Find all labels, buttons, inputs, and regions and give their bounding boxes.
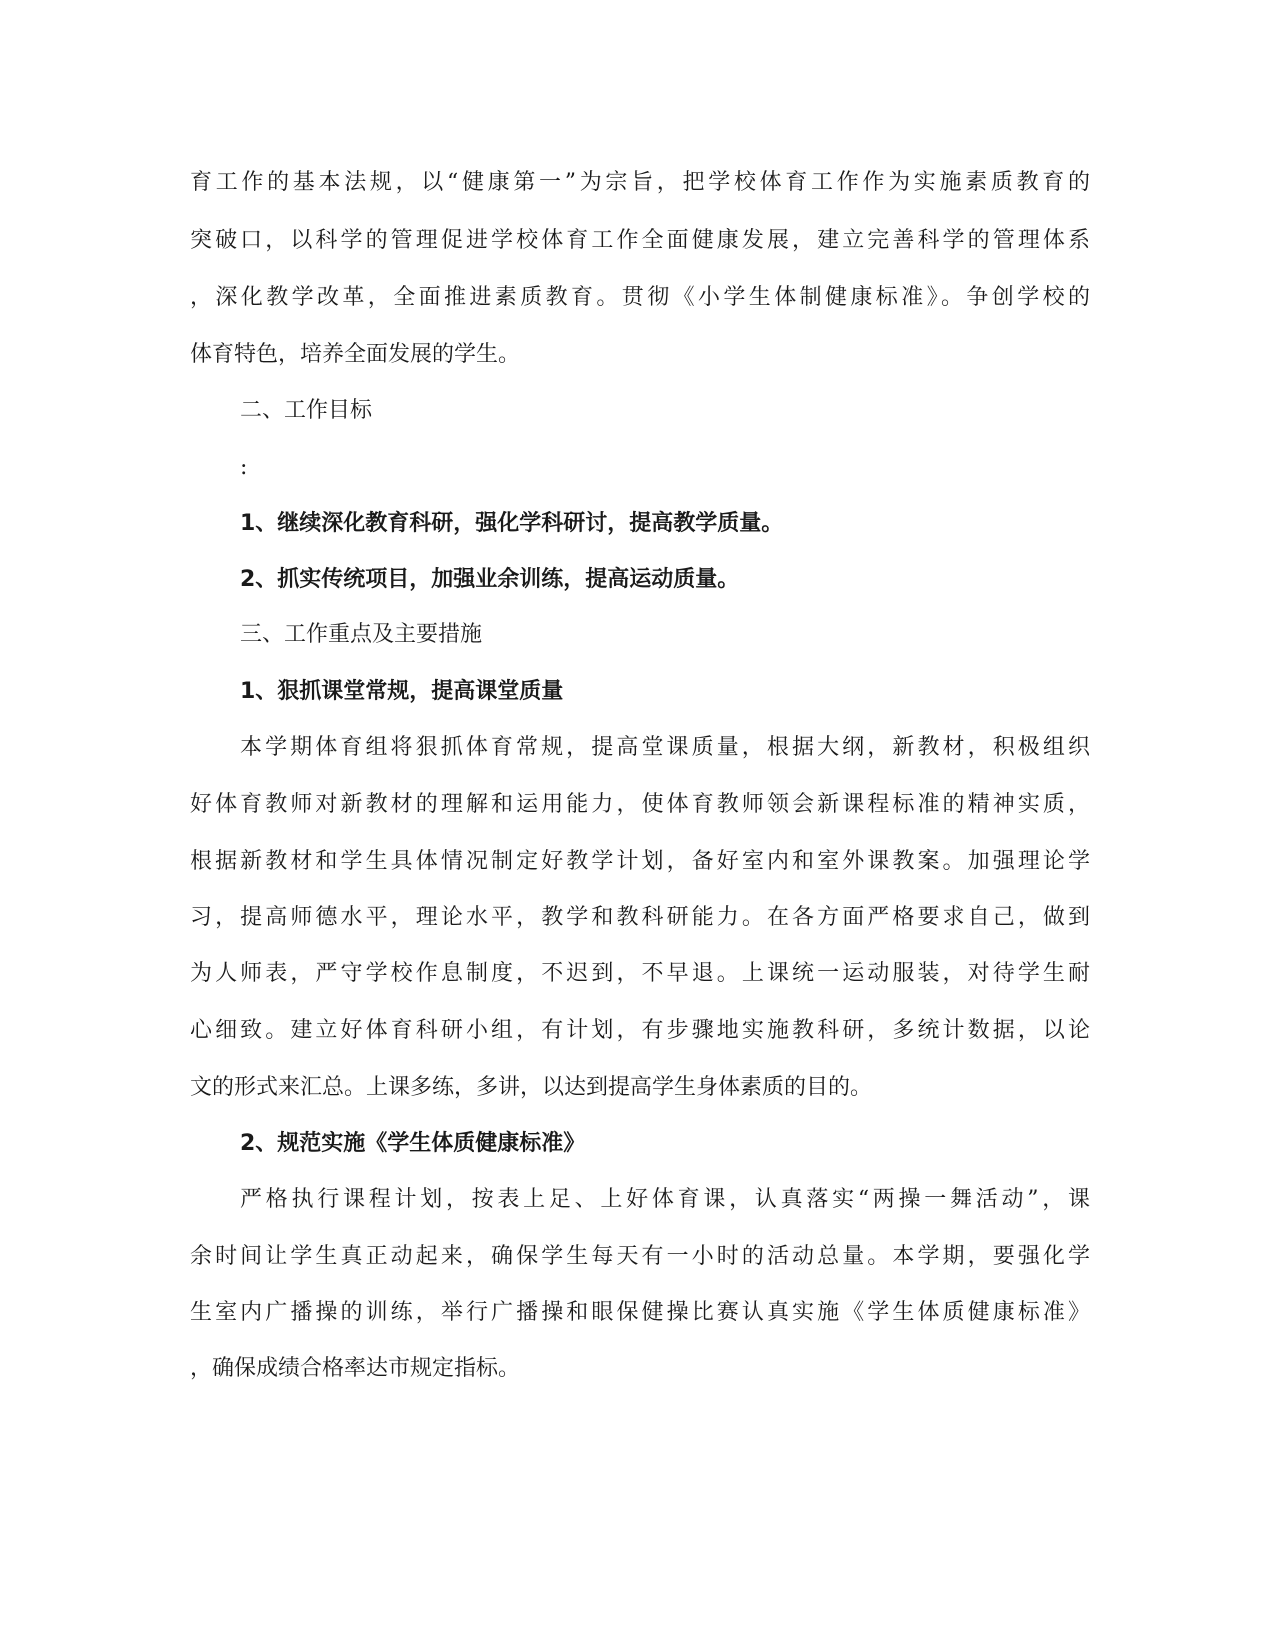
paragraph-line: 为人师表，严守学校作息制度，不迟到，不早退。上课统一运动服装，对待学生耐 [190,961,1090,986]
colon-line: : [240,455,248,480]
paragraph-line: 本学期体育组将狠抓体育常规，提高堂课质量，根据大纲，新教材，积极组织 [240,735,1090,760]
subsection-heading-1: 1、狠抓课堂常规，提高课堂质量 [240,679,564,704]
paragraph-line: 严格执行课程计划，按表上足、上好体育课，认真落实“两操一舞活动”，课 [240,1187,1090,1212]
paragraph-line: 生室内广播操的训练，举行广播操和眼保健操比赛认真实施《学生体质健康标准》 [190,1300,1090,1325]
section-heading: 三、工作重点及主要措施 [240,622,483,647]
paragraph-line: 育工作的基本法规，以“健康第一”为宗旨，把学校体育工作作为实施素质教育的 [190,170,1090,195]
paragraph-line: 心细致。建立好体育科研小组，有计划，有步骤地实施教科研，多统计数据，以论 [190,1018,1090,1043]
paragraph-line: 余时间让学生真正动起来，确保学生每天有一小时的活动总量。本学期，要强化学 [190,1244,1090,1269]
paragraph-line: ，确保成绩合格率达市规定指标。 [190,1356,521,1381]
section-heading: 二、工作目标 [240,398,373,423]
paragraph-line: 体育特色，培养全面发展的学生。 [190,342,521,367]
paragraph-line: 文的形式来汇总。上课多练，多讲，以达到提高学生身体素质的目的。 [190,1075,873,1100]
paragraph-line: 根据新教材和学生具体情况制定好教学计划，备好室内和室外课教案。加强理论学 [190,849,1090,874]
goal-item-1: 1、继续深化教育科研，强化学科研讨，提高教学质量。 [240,511,784,536]
goal-item-2: 2、抓实传统项目，加强业余训练，提高运动质量。 [240,567,740,592]
paragraph-line: ，深化教学改革，全面推进素质教育。贯彻《小学生体制健康标准》。争创学校的 [190,285,1090,310]
subsection-heading-2: 2、规范实施《学生体质健康标准》 [240,1131,586,1156]
paragraph-line: 突破口，以科学的管理促进学校体育工作全面健康发展，建立完善科学的管理体系 [190,228,1090,253]
paragraph-line: 习，提高师德水平，理论水平，教学和教科研能力。在各方面严格要求自己，做到 [190,905,1090,930]
paragraph-line: 好体育教师对新教材的理解和运用能力，使体育教师领会新课程标准的精神实质， [190,792,1090,817]
